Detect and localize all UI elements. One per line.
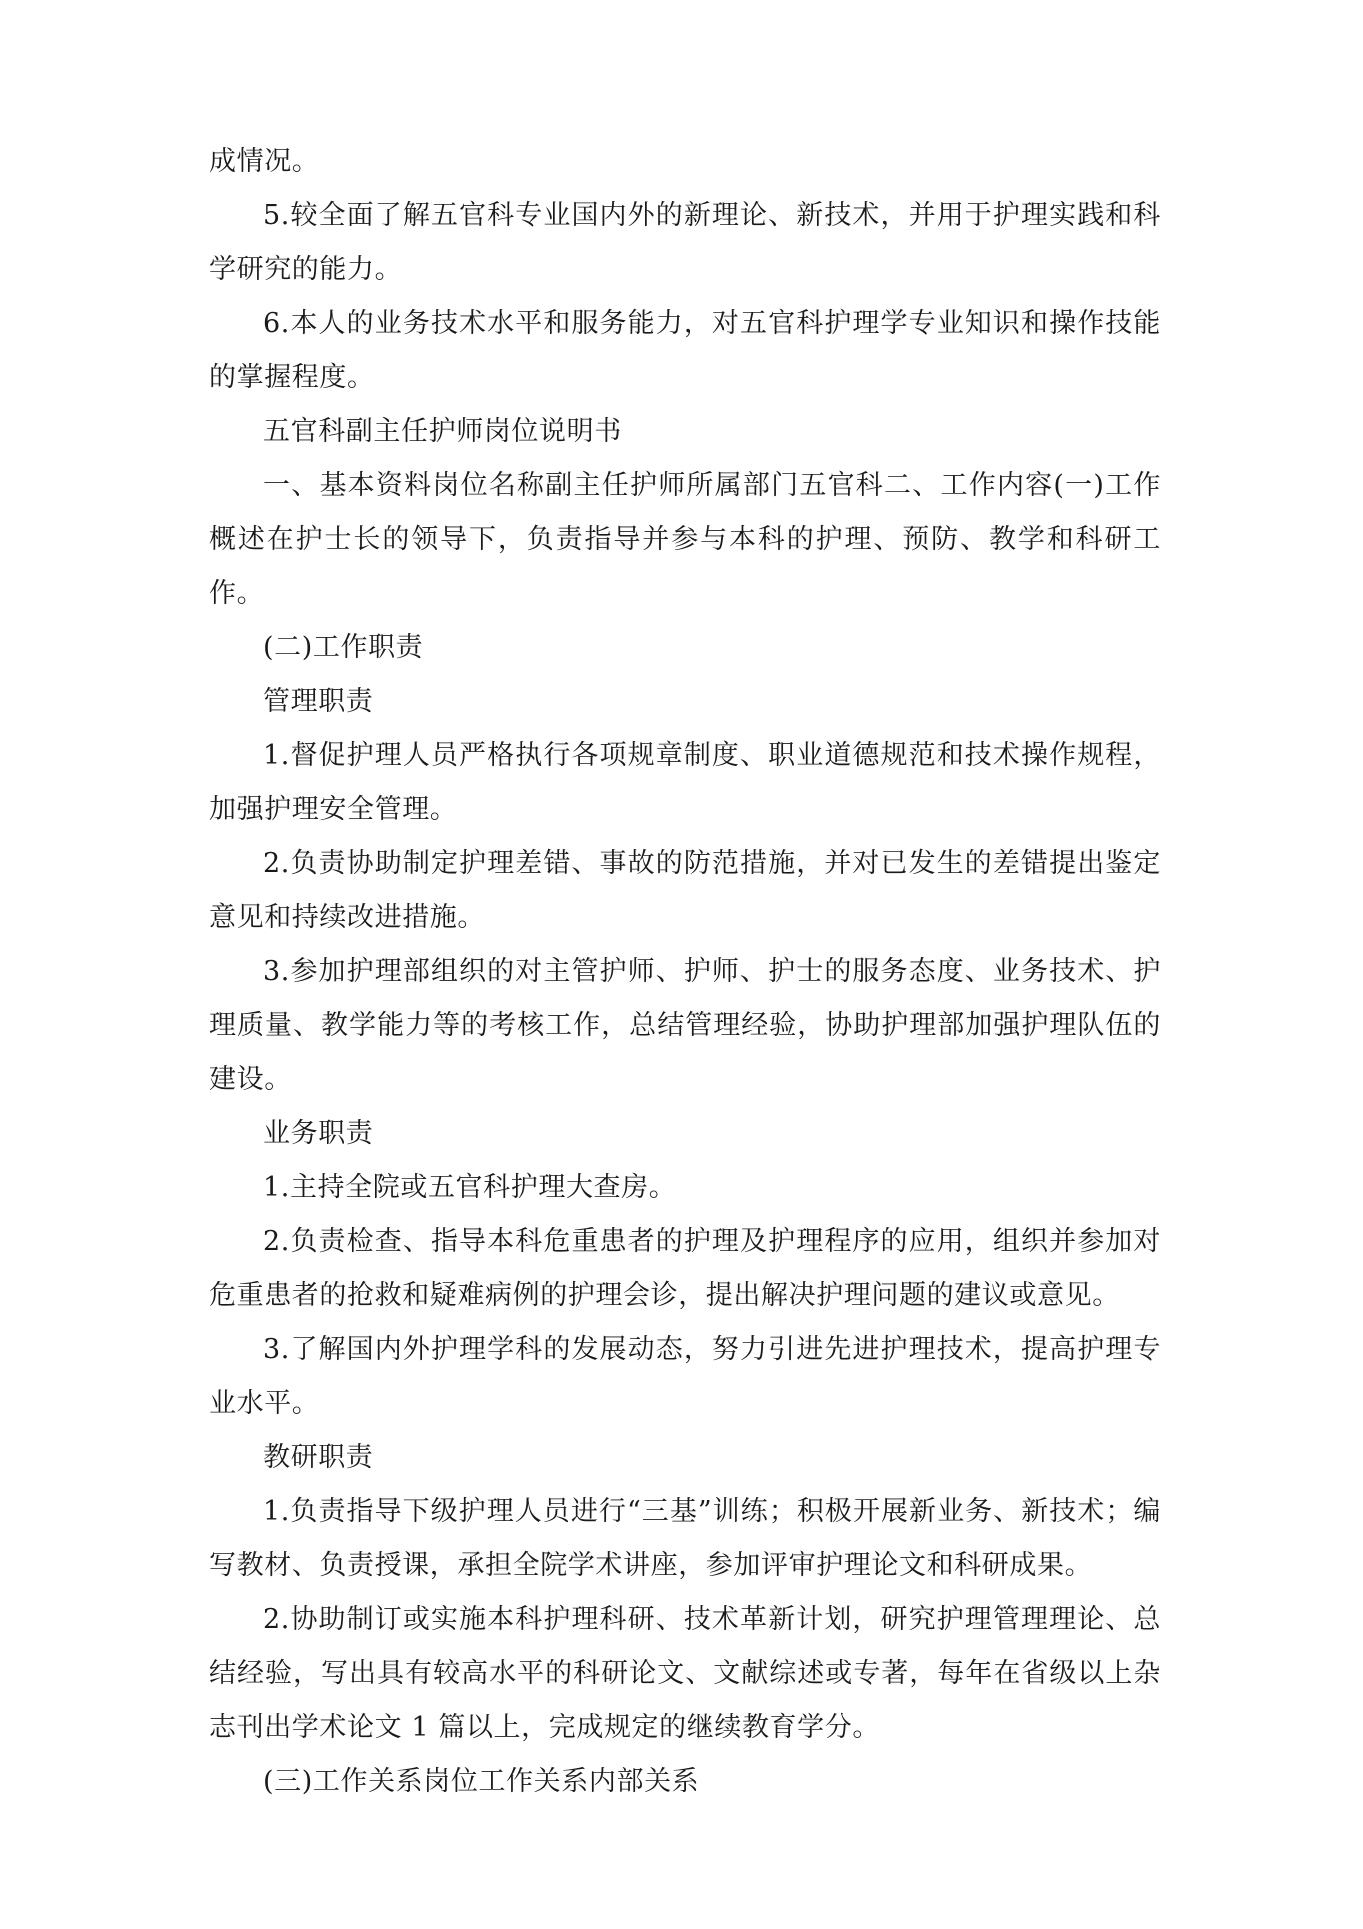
paragraph-business-2: 2.负责检查、指导本科危重患者的护理及护理程序的应用，组织并参加对危重患者的抢救和疑难病例的护理会诊，提出解决护理问题的建议或意见。 (209, 1226, 1161, 1311)
subheading-business: 业务职责 (263, 1118, 374, 1149)
paragraph-management-2: 2.负责协助制定护理差错、事故的防范措施，并对已发生的差错提出鉴定意见和持续改进措施。 (209, 848, 1161, 933)
paragraph-item-5: 5.较全面了解五官科专业国内外的新理论、新技术，并用于护理实践和科学研究的能力。 (209, 200, 1161, 285)
document-body (209, 135, 1161, 1809)
paragraph-business-1: 1.主持全院或五官科护理大查房。 (263, 1172, 677, 1203)
subheading-management: 管理职责 (263, 686, 374, 717)
paragraph-management-1: 1.督促护理人员严格执行各项规章制度、职业道德规范和技术操作规程，加强护理安全管理。 (209, 740, 1161, 825)
subheading-teaching-research: 教研职责 (263, 1442, 374, 1473)
paragraph-teaching-1: 1.负责指导下级护理人员进行“三基”训练；积极开展新业务、新技术；编写教材、负责授课，承担全院学术讲座，参加评审护理论文和科研成果。 (209, 1496, 1161, 1581)
document-title: 五官科副主任护师岗位说明书 (263, 416, 622, 447)
paragraph-business-3: 3.了解国内外护理学科的发展动态，努力引进先进护理技术，提高护理专业水平。 (209, 1334, 1161, 1419)
section-heading-duties: (二)工作职责 (263, 632, 424, 663)
paragraph-management-3: 3.参加护理部组织的对主管护师、护师、护士的服务态度、业务技术、护理质量、教学能力等的考核工作，总结管理经验，协助护理部加强护理队伍的建设。 (209, 956, 1161, 1095)
paragraph-item-6: 6.本人的业务技术水平和服务能力，对五官科护理学专业知识和操作技能的掌握程度。 (209, 308, 1161, 393)
paragraph-basic-info: 一、基本资料岗位名称副主任护师所属部门五官科二、工作内容(一)工作概述在护士长的领导下，负责指导并参与本科的护理、预防、教学和科研工作。 (209, 470, 1161, 609)
section-heading-relations: (三)工作关系岗位工作关系内部关系 (263, 1766, 700, 1797)
paragraph-continuation: 成情况。 (209, 146, 320, 177)
paragraph-teaching-2: 2.协助制订或实施本科护理科研、技术革新计划，研究护理管理理论、总结经验，写出具有较高水平的科研论文、文献综述或专著，每年在省级以上杂志刊出学术论文 1 篇以上，完成规定的继续教育学分。 (209, 1604, 1161, 1743)
